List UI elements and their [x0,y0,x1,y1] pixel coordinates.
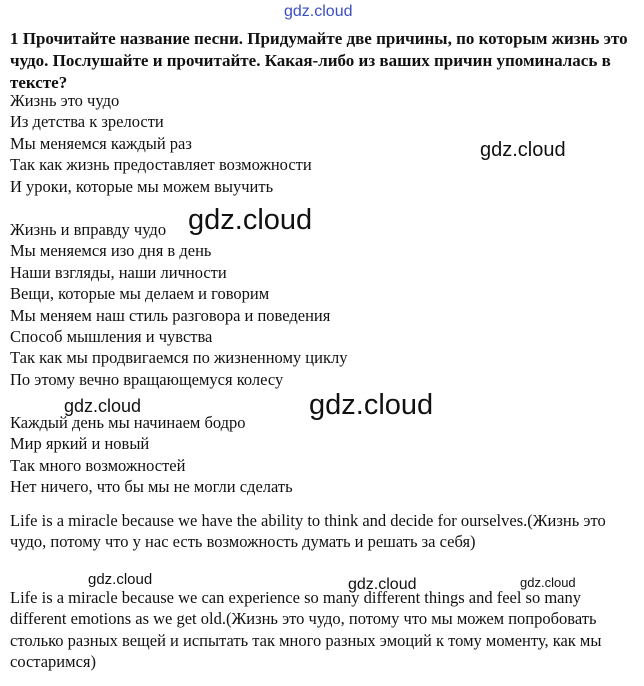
lyric-line: Каждый день мы начинаем бодро [10,413,246,432]
stanza-1 [10,90,312,197]
watermark: gdz.cloud [348,576,417,593]
lyric-line: Наши взгляды, наши личности [10,262,227,282]
lyric-line: Так много возможностей [10,455,186,475]
watermark: gdz.cloud [284,3,353,20]
watermark: gdz.cloud [64,396,142,416]
lyric-line: Так как жизнь предоставляет возможности [10,155,312,175]
lyric-line: И уроки, которые мы можем выучить [10,176,274,196]
lyric-line: Мы меняем наш стиль разговора и поведения [10,305,331,325]
lyric-line: Способ мышления и чувства [10,327,213,347]
stanza-2 [10,219,347,390]
watermark: gdz.cloud [480,139,566,161]
answer-2: Life is a miracle because we can experience so many different things and feel so many different emotions as we get old.(Жизнь это чудо, потому что мы можем попробовать столько разных вещей и испытать так много разных эмоций к тому моменту, как мы состаримся) [10,588,602,672]
task-title: 1 Прочитайте название песни. Придумайте две причины, по которым жизнь это чудо. Послушайте и прочитайте. Какая-либо из ваших причин упоминалась в тексте? [10,29,628,92]
watermark: gdz.cloud [520,575,576,590]
watermark: gdz.cloud [88,571,153,588]
lyric-line: Жизнь это чудо [10,91,120,110]
lyric-line: Мир яркий и новый [10,434,150,454]
watermark: gdz.cloud [188,204,313,236]
lyric-line: По этому вечно вращающемуся колесу [10,369,284,389]
lyric-line: Так как мы продвигаемся по жизненному циклу [10,348,348,368]
stanza-3 [10,412,293,498]
lyric-line: Мы меняемся каждый раз [10,133,192,153]
lyric-line: Нет ничего, что бы мы не могли сделать [10,477,293,497]
lyric-line: Мы меняемся изо дня в день [10,241,212,261]
lyric-line: Вещи, которые мы делаем и говорим [10,284,270,304]
watermark: gdz.cloud [309,389,434,421]
lyric-line: Жизнь и вправду чудо [10,220,167,239]
lyric-line: Из детства к зрелости [10,112,164,132]
answer-1: Life is a miracle because we have the ability to think and decide for ourselves.(Жизнь это чудо, потому что у нас есть возможность думать и решать за себя) [10,511,606,552]
